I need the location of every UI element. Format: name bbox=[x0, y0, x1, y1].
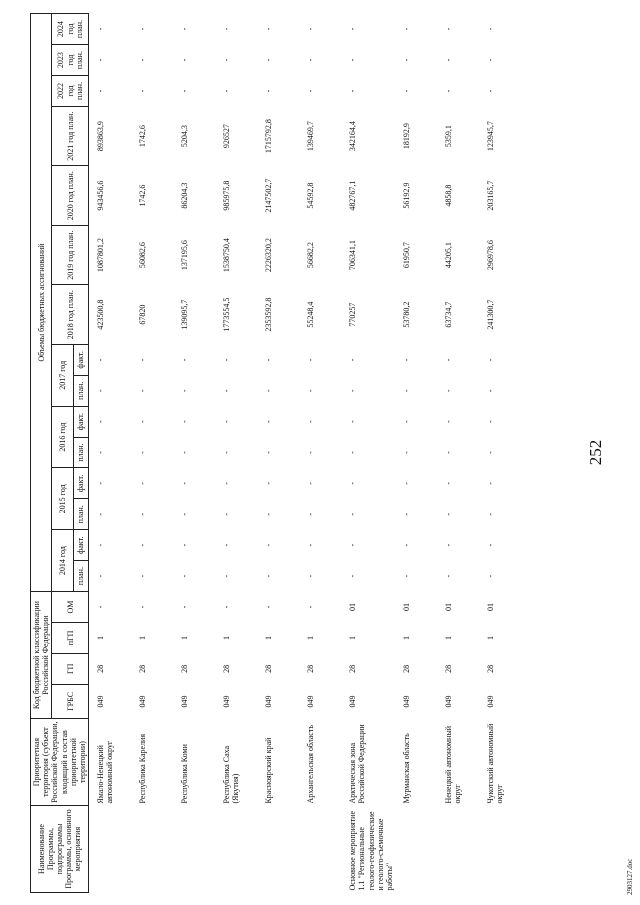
cell-2020: 482767,1 bbox=[348, 180, 358, 211]
cell-2016-fact: - bbox=[222, 420, 232, 423]
cell-om: - bbox=[180, 605, 190, 609]
cell-2016-fact: - bbox=[486, 420, 496, 423]
cell-gp: 28 bbox=[222, 664, 232, 673]
cell-2020: 54592,8 bbox=[306, 182, 316, 209]
cell-2022: - bbox=[402, 89, 412, 93]
cell-2017-fact: - bbox=[180, 358, 190, 362]
cell-2020: 203165,7 bbox=[486, 180, 496, 211]
cell-2023: - bbox=[138, 58, 148, 62]
cell-2021: 893863,9 bbox=[96, 121, 106, 152]
cell-2014-plan: - bbox=[306, 574, 316, 578]
cell-grbs: 049 bbox=[486, 695, 496, 708]
cell-2017-plan: - bbox=[402, 389, 412, 393]
cell-2014-plan: - bbox=[222, 574, 232, 578]
header-territory: Приоритетная территория (субъект Российской Федерации, входящий в состав приоритетной территории) bbox=[31, 719, 89, 806]
cell-2019: 706341,1 bbox=[348, 240, 358, 271]
header-2022: 2022 год план. bbox=[52, 76, 89, 107]
table-row bbox=[215, 14, 257, 893]
cell-2017-plan: - bbox=[180, 389, 190, 393]
cell-grbs: 049 bbox=[138, 695, 148, 708]
cell-2016-fact: - bbox=[138, 420, 148, 423]
cell-2017-plan: - bbox=[486, 389, 496, 393]
cell-2014-fact: - bbox=[348, 543, 358, 547]
cell-2024: - bbox=[486, 27, 496, 31]
cell-2015-plan: - bbox=[138, 512, 148, 516]
cell-name bbox=[131, 806, 173, 893]
cell-2018: 55248,4 bbox=[306, 301, 316, 328]
cell-pgp: 1 bbox=[138, 635, 148, 640]
cell-2014-fact: - bbox=[402, 543, 412, 547]
cell-2014-fact: - bbox=[264, 543, 274, 547]
cell-2015-fact: - bbox=[138, 482, 148, 485]
cell-2018: 53780,2 bbox=[402, 301, 412, 328]
cell-2022: - bbox=[96, 89, 106, 93]
cell-grbs: 049 bbox=[222, 695, 232, 708]
cell-2017-plan: - bbox=[348, 389, 358, 393]
cell-2024: - bbox=[180, 27, 190, 31]
cell-gp: 28 bbox=[138, 664, 148, 673]
cell-2020: 2147502,7 bbox=[264, 178, 274, 213]
cell-2015-plan: - bbox=[444, 512, 454, 516]
cell-2022: - bbox=[306, 89, 316, 93]
cell-2014-fact: - bbox=[138, 543, 148, 547]
cell-2020: 943456,6 bbox=[96, 180, 106, 211]
cell-2014-plan: - bbox=[486, 574, 496, 578]
cell-2016-plan: - bbox=[264, 451, 274, 454]
cell-territory: Республика Саха (Якутия) bbox=[222, 745, 241, 804]
header-2020: 2020 год план. bbox=[52, 166, 89, 226]
header-plan: план. bbox=[73, 561, 88, 592]
cell-2016-fact: - bbox=[264, 420, 274, 423]
cell-2016-fact: - bbox=[402, 420, 412, 423]
cell-name bbox=[215, 806, 257, 893]
cell-2016-plan: - bbox=[402, 451, 412, 454]
cell-om: 01 bbox=[444, 603, 454, 612]
cell-2020: 4858,8 bbox=[444, 184, 454, 207]
cell-2017-plan: - bbox=[96, 389, 106, 393]
cell-gp: 28 bbox=[402, 664, 412, 673]
cell-2018: 2353592,8 bbox=[264, 297, 274, 332]
header-grbs: ГРБС bbox=[52, 684, 89, 718]
header-pgp: пГП bbox=[52, 622, 89, 653]
cell-2014-plan: - bbox=[444, 574, 454, 578]
cell-om: - bbox=[96, 605, 106, 609]
cell-pgp: 1 bbox=[444, 635, 454, 640]
cell-territory: Арктическая зона Российской Федерации bbox=[348, 724, 367, 804]
cell-2017-fact: - bbox=[486, 358, 496, 362]
cell-2021: 1742,6 bbox=[138, 125, 148, 148]
cell-gp: 28 bbox=[96, 664, 106, 673]
cell-name bbox=[395, 806, 437, 893]
cell-2017-fact: - bbox=[222, 358, 232, 362]
cell-2018: 139095,7 bbox=[180, 299, 190, 330]
header-2024: 2024 год план. bbox=[52, 14, 89, 45]
cell-grbs: 049 bbox=[348, 695, 358, 708]
cell-2024: - bbox=[306, 27, 316, 31]
header-fact: факт. bbox=[73, 468, 88, 499]
cell-2016-plan: - bbox=[96, 451, 106, 454]
cell-2024: - bbox=[222, 27, 232, 31]
table-row bbox=[89, 14, 132, 893]
cell-2022: - bbox=[264, 89, 274, 93]
header-2019: 2019 год план. bbox=[52, 225, 89, 285]
cell-2020: 86204,3 bbox=[180, 182, 190, 209]
cell-grbs: 049 bbox=[180, 695, 190, 708]
budget-table bbox=[30, 13, 521, 893]
cell-name bbox=[437, 806, 479, 893]
cell-2024: - bbox=[402, 27, 412, 31]
cell-2015-fact: - bbox=[96, 482, 106, 485]
cell-pgp: 1 bbox=[486, 635, 496, 640]
cell-name: Основное мероприятие 1.1 "Региональные геолого-геофизические и геолого-съемочные работы" bbox=[348, 811, 394, 891]
cell-name bbox=[173, 806, 215, 893]
cell-2024: - bbox=[264, 27, 274, 31]
cell-2017-plan: - bbox=[264, 389, 274, 393]
header-fact: факт. bbox=[73, 344, 88, 375]
cell-territory: Красноярский край bbox=[264, 737, 274, 804]
cell-2014-plan: - bbox=[402, 574, 412, 578]
cell-2023: - bbox=[96, 58, 106, 62]
cell-territory: Архангельская область bbox=[306, 725, 316, 804]
cell-om: 01 bbox=[402, 603, 412, 612]
cell-2018: 423500,8 bbox=[96, 299, 106, 330]
header-volumes: Объемы бюджетных ассигнований bbox=[31, 14, 52, 592]
cell-grbs: 049 bbox=[444, 695, 454, 708]
cell-2020: 985975,8 bbox=[222, 180, 232, 211]
cell-2023: - bbox=[180, 58, 190, 62]
cell-2018: 1773554,5 bbox=[222, 297, 232, 332]
cell-2015-plan: - bbox=[306, 512, 316, 516]
header-name: Наименование Программы, подпрограммы Программы, основного мероприятия bbox=[31, 806, 89, 893]
cell-2015-plan: - bbox=[486, 512, 496, 516]
cell-territory: Республика Коми bbox=[180, 744, 190, 804]
cell-2016-plan: - bbox=[444, 451, 454, 454]
header-2017: 2017 год bbox=[52, 344, 73, 406]
cell-2016-fact: - bbox=[306, 420, 316, 423]
table-row bbox=[173, 14, 215, 893]
cell-om: - bbox=[138, 605, 148, 609]
cell-2014-fact: - bbox=[486, 543, 496, 547]
cell-2017-fact: - bbox=[306, 358, 316, 362]
cell-2018: 63734,7 bbox=[444, 301, 454, 328]
cell-2021: 5204,3 bbox=[180, 125, 190, 148]
header-fact: факт. bbox=[73, 406, 88, 437]
table-row bbox=[395, 14, 437, 893]
cell-pgp: 1 bbox=[348, 635, 358, 640]
header-2014: 2014 год bbox=[52, 530, 73, 592]
cell-2016-plan: - bbox=[306, 451, 316, 454]
table-row bbox=[479, 14, 521, 893]
cell-2016-fact: - bbox=[180, 420, 190, 423]
cell-2020: 56192,9 bbox=[402, 182, 412, 209]
cell-2018: 770257 bbox=[348, 302, 358, 327]
header-gp: ГП bbox=[52, 653, 89, 684]
cell-2020: 1742,6 bbox=[138, 184, 148, 207]
table-row bbox=[341, 14, 395, 893]
cell-2015-fact: - bbox=[180, 482, 190, 485]
cell-gp: 28 bbox=[444, 664, 454, 673]
header-plan: план. bbox=[73, 499, 88, 530]
cell-2014-fact: - bbox=[306, 543, 316, 547]
cell-2023: - bbox=[486, 58, 496, 62]
cell-2015-plan: - bbox=[96, 512, 106, 516]
table-row bbox=[299, 14, 341, 893]
cell-2022: - bbox=[180, 89, 190, 93]
cell-2015-plan: - bbox=[180, 512, 190, 516]
cell-pgp: 1 bbox=[180, 635, 190, 640]
table-header bbox=[31, 14, 89, 893]
cell-2016-plan: - bbox=[138, 451, 148, 454]
cell-2015-fact: - bbox=[348, 482, 358, 485]
header-2023: 2023 год план. bbox=[52, 45, 89, 76]
cell-2015-fact: - bbox=[222, 482, 232, 485]
cell-2015-fact: - bbox=[264, 482, 274, 485]
cell-gp: 28 bbox=[264, 664, 274, 673]
table-row bbox=[131, 14, 173, 893]
header-plan: план. bbox=[73, 437, 88, 468]
cell-2016-plan: - bbox=[486, 451, 496, 454]
cell-2014-fact: - bbox=[222, 543, 232, 547]
cell-om: - bbox=[264, 605, 274, 609]
cell-2015-plan: - bbox=[264, 512, 274, 516]
cell-2015-fact: - bbox=[486, 482, 496, 485]
cell-2016-fact: - bbox=[444, 420, 454, 423]
cell-2022: - bbox=[348, 89, 358, 93]
cell-name bbox=[257, 806, 299, 893]
cell-2016-fact: - bbox=[348, 420, 358, 423]
cell-2017-fact: - bbox=[264, 358, 274, 362]
cell-om: - bbox=[222, 605, 232, 609]
cell-2016-fact: - bbox=[96, 420, 106, 423]
cell-2023: - bbox=[402, 58, 412, 62]
cell-om: - bbox=[306, 605, 316, 609]
cell-2021: 1715792,8 bbox=[264, 119, 274, 154]
header-2018: 2018 год план. bbox=[52, 285, 89, 345]
header-plan: план. bbox=[73, 375, 88, 406]
cell-2021: 123945,7 bbox=[486, 121, 496, 152]
cell-2024: - bbox=[348, 27, 358, 31]
cell-2016-plan: - bbox=[348, 451, 358, 454]
cell-gp: 28 bbox=[348, 664, 358, 673]
cell-2016-plan: - bbox=[222, 451, 232, 454]
cell-2014-plan: - bbox=[96, 574, 106, 578]
cell-2017-fact: - bbox=[138, 358, 148, 362]
cell-gp: 28 bbox=[486, 664, 496, 673]
cell-2017-fact: - bbox=[96, 358, 106, 362]
cell-grbs: 049 bbox=[402, 695, 412, 708]
cell-2022: - bbox=[444, 89, 454, 93]
header-2015: 2015 год bbox=[52, 468, 73, 530]
cell-2021: 342164,4 bbox=[348, 121, 358, 152]
header-2021: 2021 год план. bbox=[52, 106, 89, 166]
cell-2015-plan: - bbox=[348, 512, 358, 516]
cell-territory: Чукотский автономный округ bbox=[486, 723, 505, 804]
cell-2022: - bbox=[138, 89, 148, 93]
cell-2019: 61950,7 bbox=[402, 242, 412, 269]
cell-2021: 926527 bbox=[222, 124, 232, 149]
cell-2021: 5359,1 bbox=[444, 125, 454, 148]
cell-2017-plan: - bbox=[444, 389, 454, 393]
cell-pgp: 1 bbox=[264, 635, 274, 640]
cell-om: 01 bbox=[348, 603, 358, 612]
cell-2023: - bbox=[444, 58, 454, 62]
cell-2019: 137195,6 bbox=[180, 240, 190, 271]
cell-2017-fact: - bbox=[444, 358, 454, 362]
cell-2017-plan: - bbox=[306, 389, 316, 393]
cell-2021: 139469,7 bbox=[306, 121, 316, 152]
cell-2023: - bbox=[348, 58, 358, 62]
cell-2017-fact: - bbox=[348, 358, 358, 362]
cell-2015-plan: - bbox=[402, 512, 412, 516]
cell-2014-plan: - bbox=[348, 574, 358, 578]
cell-2017-plan: - bbox=[138, 389, 148, 393]
cell-2017-plan: - bbox=[222, 389, 232, 393]
cell-om: 01 bbox=[486, 603, 496, 612]
cell-2022: - bbox=[486, 89, 496, 93]
cell-2014-plan: - bbox=[264, 574, 274, 578]
cell-2015-fact: - bbox=[306, 482, 316, 485]
cell-2019: 1538750,4 bbox=[222, 238, 232, 273]
cell-2019: 1087801,2 bbox=[96, 238, 106, 273]
cell-2018: 67820 bbox=[138, 304, 148, 325]
cell-gp: 28 bbox=[306, 664, 316, 673]
cell-2015-plan: - bbox=[222, 512, 232, 516]
cell-name bbox=[299, 806, 341, 893]
cell-2014-fact: - bbox=[180, 543, 190, 547]
cell-2021: 18192,9 bbox=[402, 123, 412, 150]
cell-2019: 296978,6 bbox=[486, 240, 496, 271]
cell-2023: - bbox=[222, 58, 232, 62]
cell-2014-fact: - bbox=[96, 543, 106, 547]
cell-name bbox=[479, 806, 521, 893]
cell-territory: Ямало-Ненецкий автономный округ bbox=[96, 740, 115, 804]
cell-gp: 28 bbox=[180, 664, 190, 673]
cell-territory: Мурманская область bbox=[402, 733, 412, 804]
cell-pgp: 1 bbox=[306, 635, 316, 640]
cell-2019: 56082,6 bbox=[138, 242, 148, 269]
cell-pgp: 1 bbox=[402, 635, 412, 640]
cell-name bbox=[89, 806, 132, 893]
header-fact: факт. bbox=[73, 530, 88, 561]
table-row bbox=[257, 14, 299, 893]
header-budget-code: Код бюджетной классификации Российской Федерации bbox=[31, 592, 52, 719]
cell-2023: - bbox=[264, 58, 274, 62]
cell-2024: - bbox=[138, 27, 148, 31]
cell-2019: 2226320,2 bbox=[264, 238, 274, 273]
cell-2019: 44205,1 bbox=[444, 242, 454, 269]
cell-2023: - bbox=[306, 58, 316, 62]
cell-2024: - bbox=[96, 27, 106, 31]
header-2016: 2016 год bbox=[52, 406, 73, 468]
document-code: 2903127.doc bbox=[626, 858, 634, 895]
cell-2014-plan: - bbox=[138, 574, 148, 578]
cell-territory: Республика Карелия bbox=[138, 733, 148, 804]
cell-pgp: 1 bbox=[222, 635, 232, 640]
cell-2018: 241300,7 bbox=[486, 299, 496, 330]
cell-2024: - bbox=[444, 27, 454, 31]
cell-2014-fact: - bbox=[444, 543, 454, 547]
cell-2015-fact: - bbox=[444, 482, 454, 485]
cell-2016-plan: - bbox=[180, 451, 190, 454]
cell-2015-fact: - bbox=[402, 482, 412, 485]
page-number: 252 bbox=[586, 439, 605, 466]
cell-2019: 56682,2 bbox=[306, 242, 316, 269]
cell-grbs: 049 bbox=[306, 695, 316, 708]
table-row bbox=[437, 14, 479, 893]
cell-grbs: 049 bbox=[96, 695, 106, 708]
cell-territory: Ненецкий автономный округ bbox=[444, 726, 463, 804]
cell-2014-plan: - bbox=[180, 574, 190, 578]
cell-pgp: 1 bbox=[96, 635, 106, 640]
cell-2017-fact: - bbox=[402, 358, 412, 362]
cell-grbs: 049 bbox=[264, 695, 274, 708]
cell-2022: - bbox=[222, 89, 232, 93]
table-body bbox=[89, 14, 521, 893]
header-om: ОМ bbox=[52, 592, 89, 623]
